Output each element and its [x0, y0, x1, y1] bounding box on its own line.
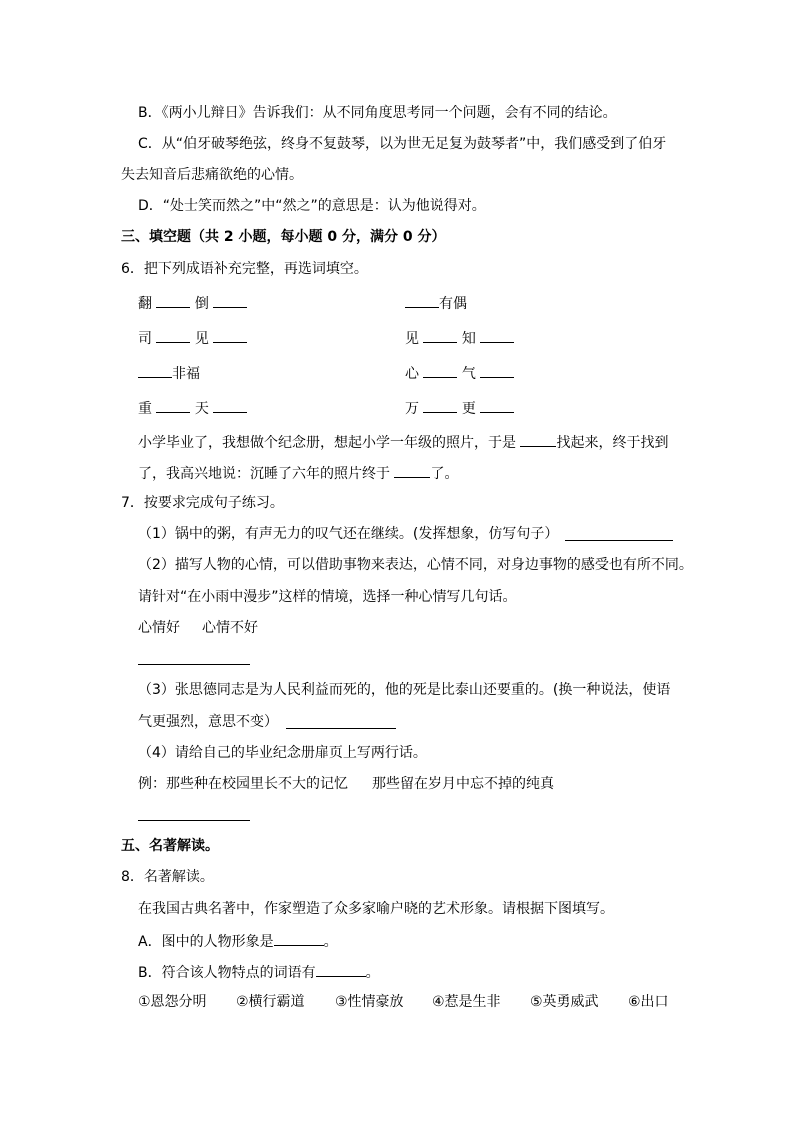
q5-option-c-line2: 失去知音后悲痛欲绝的心情。	[121, 167, 303, 183]
q8-part-b	[138, 962, 380, 982]
paragraph-text: 了。	[430, 466, 459, 482]
example-text: 那些留在岁月中忘不掉的纯真	[372, 776, 554, 792]
paragraph-text: 了，我高兴地说：沉睡了六年的照片终于	[138, 466, 390, 482]
idiom-char: 重	[138, 401, 152, 417]
idiom-row2-left	[138, 328, 247, 348]
idiom-blank[interactable]	[405, 293, 439, 308]
q5-option-d: D．“处士笑而然之”中“然之”的意思是：认为他说得对。	[138, 198, 486, 214]
q6-paragraph-line2	[138, 463, 458, 483]
idiom-blank[interactable]	[138, 363, 172, 378]
q8-choice-4: ④惹是生非	[432, 994, 501, 1010]
q7-s3-line1: （3）张思德同志是为人民利益而死的，他的死是比泰山还要重的。(换一种说法，使语	[138, 682, 671, 698]
q7-s1-text: （1）锅中的粥，有声无力的叹气还在继续。(发挥想象，仿写句子）	[138, 526, 559, 542]
idiom-blank[interactable]	[480, 363, 514, 378]
idiom-row1-right	[405, 293, 467, 313]
idiom-blank[interactable]	[213, 293, 247, 308]
word-blank[interactable]	[394, 463, 430, 478]
q8-choice-6: ⑥出口	[628, 994, 669, 1010]
idiom-blank[interactable]	[213, 328, 247, 343]
idiom-blank[interactable]	[423, 328, 457, 343]
idiom-char: 非福	[172, 366, 200, 382]
paragraph-text: 找起来，终于找到	[556, 435, 669, 451]
q7-s1-answer-line[interactable]	[565, 540, 673, 541]
q7-s1	[138, 525, 558, 543]
mood-bad-option: 心情不好	[202, 620, 258, 636]
idiom-blank[interactable]	[480, 398, 514, 413]
idiom-char: 心	[405, 366, 419, 382]
idiom-char: 有偶	[439, 296, 467, 312]
idiom-blank[interactable]	[480, 328, 514, 343]
q7-s4-example	[138, 775, 554, 793]
part-a-blank[interactable]	[274, 931, 324, 946]
q7-s2-answer-line[interactable]	[138, 664, 250, 665]
q8-choice-5: ⑤英勇威武	[530, 994, 599, 1010]
q5-option-b: B．《两小儿辩日》告诉我们：从不同角度思考同一个问题，会有不同的结论。	[138, 105, 617, 121]
idiom-row3-left	[138, 363, 200, 383]
idiom-char: 见	[194, 331, 209, 347]
part-a-text: A．图中的人物形象是	[138, 934, 274, 950]
section5-heading: 五、名著解读。	[121, 838, 219, 854]
mood-good-option: 心情好	[138, 620, 180, 636]
idiom-row1-left	[138, 293, 247, 313]
q8-stem: 8．名著解读。	[121, 869, 214, 885]
idiom-char: 翻	[138, 296, 152, 312]
q6-paragraph-line1	[138, 432, 668, 452]
idiom-blank[interactable]	[156, 293, 190, 308]
idiom-char: 更	[461, 401, 476, 417]
q7-s2-line2: 请针对“在小雨中漫步”这样的情境，选择一种心情写几句话。	[138, 589, 517, 605]
part-b-text: B．符合该人物特点的词语有	[138, 965, 316, 981]
idiom-blank[interactable]	[156, 398, 190, 413]
section3-heading: 三、填空题（共 2 小题，每小题 0 分，满分 0 分）	[121, 229, 446, 245]
q7-s2-line1: （2）描写人物的心情，可以借助事物来表达，心情不同，对身边事物的感受也有所不同。	[138, 557, 693, 573]
idiom-char: 见	[405, 331, 419, 347]
idiom-blank[interactable]	[156, 328, 190, 343]
idiom-char: 司	[138, 331, 152, 347]
idiom-row2-right	[405, 328, 514, 348]
q8-choice-1: ①恩怨分明	[138, 994, 207, 1010]
idiom-char: 知	[461, 331, 476, 347]
idiom-char: 倒	[194, 296, 209, 312]
q8-choice-2: ②横行霸道	[236, 994, 305, 1010]
q8-choice-3: ③性情豪放	[335, 994, 404, 1010]
part-b-end: 。	[365, 965, 380, 981]
word-blank[interactable]	[520, 432, 556, 447]
part-a-end: 。	[323, 934, 338, 950]
idiom-char: 气	[461, 366, 476, 382]
idiom-row4-left	[138, 398, 247, 418]
q7-s3-answer-line[interactable]	[286, 728, 396, 729]
q7-s4-answer-line[interactable]	[138, 820, 250, 821]
paragraph-text: 小学毕业了，我想做个纪念册，想起小学一年级的照片，于是	[138, 435, 516, 451]
q8-part-a	[138, 931, 338, 951]
idiom-row4-right	[405, 398, 514, 418]
q6-stem: 6．把下列成语补充完整，再选词填空。	[121, 261, 368, 277]
idiom-char: 天	[194, 401, 209, 417]
q7-stem: 7．按要求完成句子练习。	[121, 495, 284, 511]
idiom-row3-right	[405, 363, 514, 383]
q8-intro: 在我国古典名著中，作家塑造了众多家喻户晓的艺术形象。请根据下图填写。	[138, 901, 614, 917]
q7-s4: （4）请给自己的毕业纪念册扉页上写两行话。	[138, 745, 427, 761]
idiom-blank[interactable]	[423, 398, 457, 413]
idiom-blank[interactable]	[423, 363, 457, 378]
mood-options	[138, 619, 258, 637]
q7-s3-line2: 气更强烈，意思不变）	[138, 714, 278, 730]
idiom-char: 万	[405, 401, 419, 417]
idiom-blank[interactable]	[213, 398, 247, 413]
q5-option-c-line1: C．从“伯牙破琴绝弦，终身不复鼓琴，以为世无足复为鼓琴者”中，我们感受到了伯牙	[138, 136, 667, 152]
example-text: 例：那些种在校园里长不大的记忆	[138, 776, 348, 792]
part-b-blank[interactable]	[316, 962, 366, 977]
